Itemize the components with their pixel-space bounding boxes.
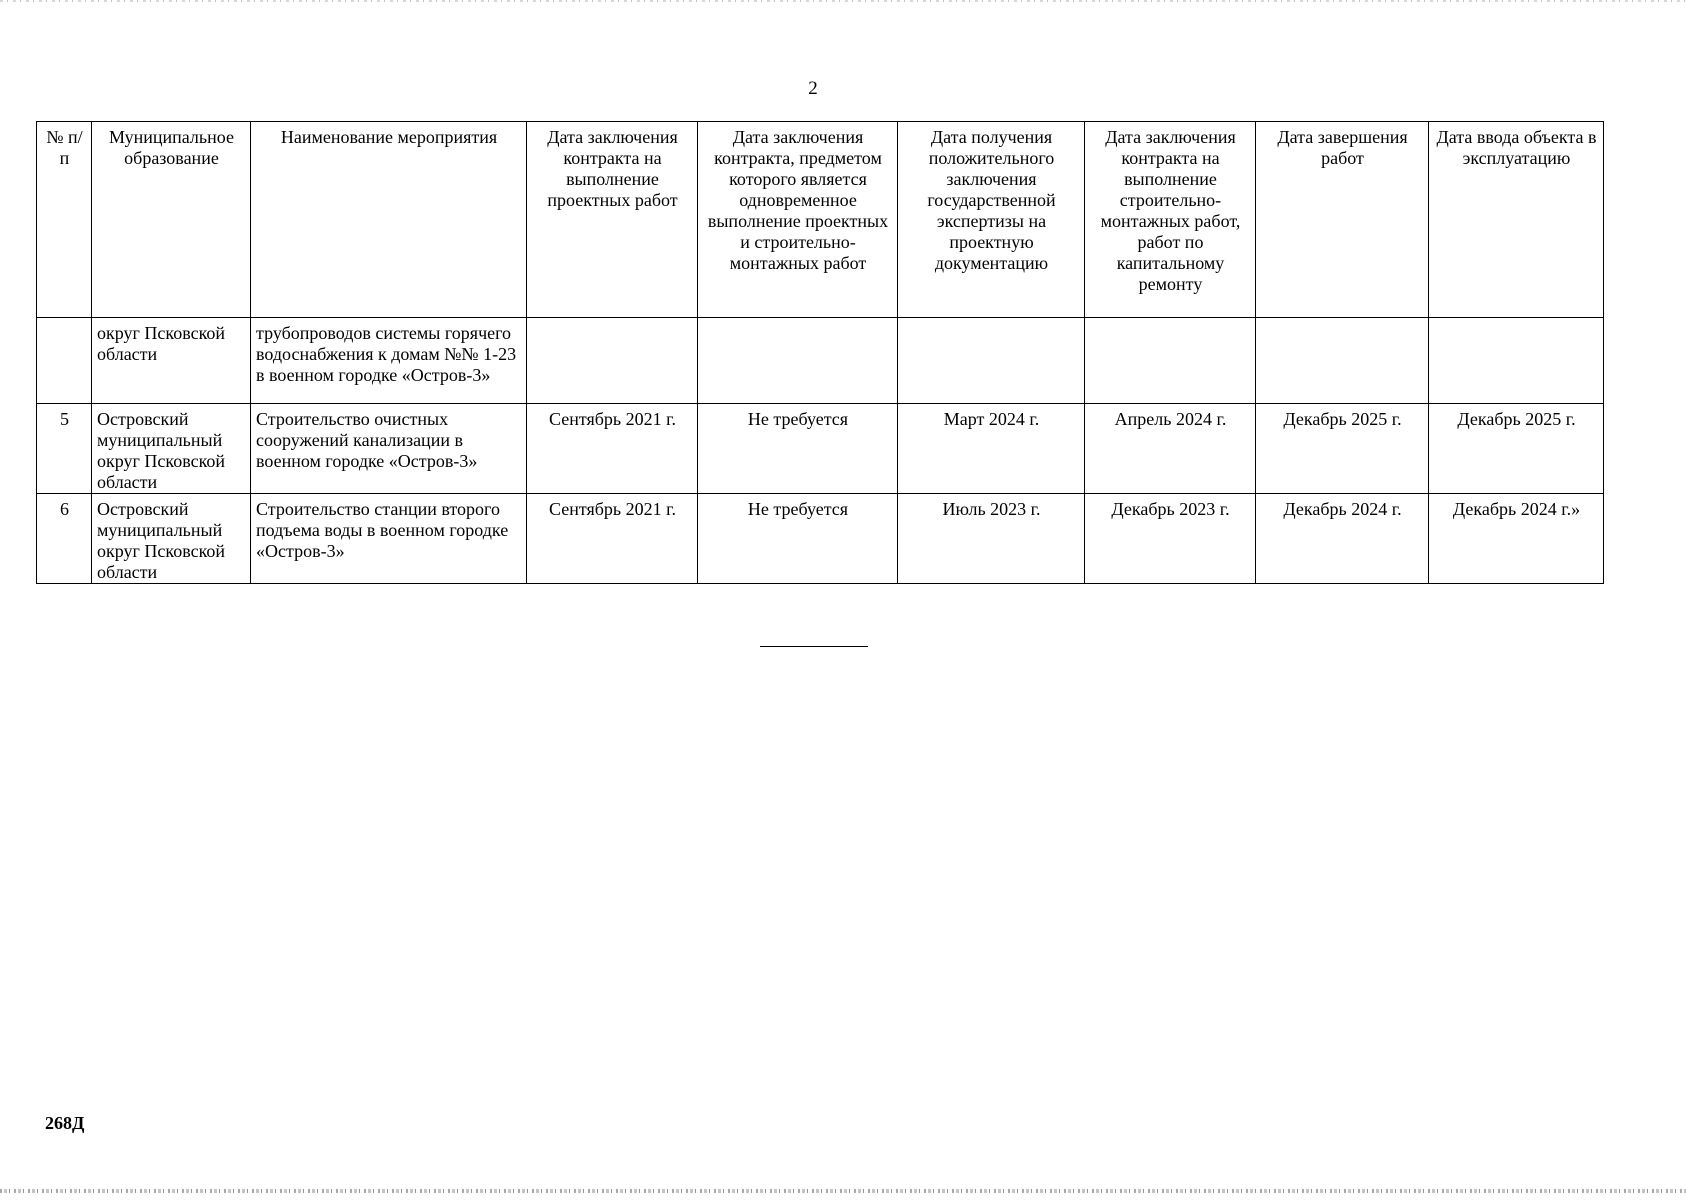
header-design-contract-date: Дата заключения контракта на выполнение проектных работ xyxy=(527,122,698,318)
cell-municipality: округ Псковской области xyxy=(92,318,251,404)
page-number: 2 xyxy=(808,78,818,99)
cell-combined-contract-date: Не требуется xyxy=(698,494,898,584)
cell-municipality: Островский муниципальный округ Псковской области xyxy=(92,494,251,584)
cell-construction-contract-date: Апрель 2024 г. xyxy=(1085,404,1256,494)
cell-expertise-date xyxy=(898,318,1085,404)
cell-commissioning-date: Декабрь 2024 г.» xyxy=(1429,494,1604,584)
header-expertise-date: Дата получения положительного заключения государственной экспертизы на проектную документацию xyxy=(898,122,1085,318)
scan-edge-bottom xyxy=(0,1189,1686,1193)
cell-construction-contract-date xyxy=(1085,318,1256,404)
cell-design-contract-date: Сентябрь 2021 г. xyxy=(527,494,698,584)
cell-event-name: Строительство очистных сооружений канализации в военном городке «Остров-3» xyxy=(251,404,527,494)
cell-design-contract-date xyxy=(527,318,698,404)
table-header-row xyxy=(37,122,1604,318)
document-code: 268Д xyxy=(45,1113,85,1133)
cell-design-contract-date: Сентябрь 2021 г. xyxy=(527,404,698,494)
cell-completion-date: Декабрь 2025 г. xyxy=(1256,404,1429,494)
scan-edge-top xyxy=(0,0,1686,2)
cell-combined-contract-date xyxy=(698,318,898,404)
header-number: № п/п xyxy=(37,122,92,318)
cell-expertise-date: Март 2024 г. xyxy=(898,404,1085,494)
cell-number: 5 xyxy=(37,404,92,494)
header-municipality: Муниципальное образование xyxy=(92,122,251,318)
table-row xyxy=(37,318,1604,404)
cell-number xyxy=(37,318,92,404)
header-event-name: Наименование мероприятия xyxy=(251,122,527,318)
cell-commissioning-date: Декабрь 2025 г. xyxy=(1429,404,1604,494)
cell-combined-contract-date: Не требуется xyxy=(698,404,898,494)
cell-expertise-date: Июль 2023 г. xyxy=(898,494,1085,584)
schedule-table xyxy=(36,121,1604,584)
cell-completion-date xyxy=(1256,318,1429,404)
header-completion-date: Дата завершения работ xyxy=(1256,122,1429,318)
header-construction-contract-date: Дата заключения контракта на выполнение строительно-монтажных работ, работ по капитальному ремонту xyxy=(1085,122,1256,318)
table-row xyxy=(37,404,1604,494)
cell-event-name: трубопроводов системы горячего водоснабжения к домам №№ 1-23 в военном городке «Остров-3» xyxy=(251,318,527,404)
cell-commissioning-date xyxy=(1429,318,1604,404)
end-of-document-rule xyxy=(760,646,868,647)
cell-number: 6 xyxy=(37,494,92,584)
cell-construction-contract-date: Декабрь 2023 г. xyxy=(1085,494,1256,584)
cell-completion-date: Декабрь 2024 г. xyxy=(1256,494,1429,584)
header-combined-contract-date: Дата заключения контракта, предметом которого является одновременное выполнение проектных и строительно-монтажных работ xyxy=(698,122,898,318)
header-commissioning-date: Дата ввода объекта в эксплуатацию xyxy=(1429,122,1604,318)
table-row xyxy=(37,494,1604,584)
cell-event-name: Строительство станции второго подъема воды в военном городке «Остров-3» xyxy=(251,494,527,584)
cell-municipality: Островский муниципальный округ Псковской области xyxy=(92,404,251,494)
